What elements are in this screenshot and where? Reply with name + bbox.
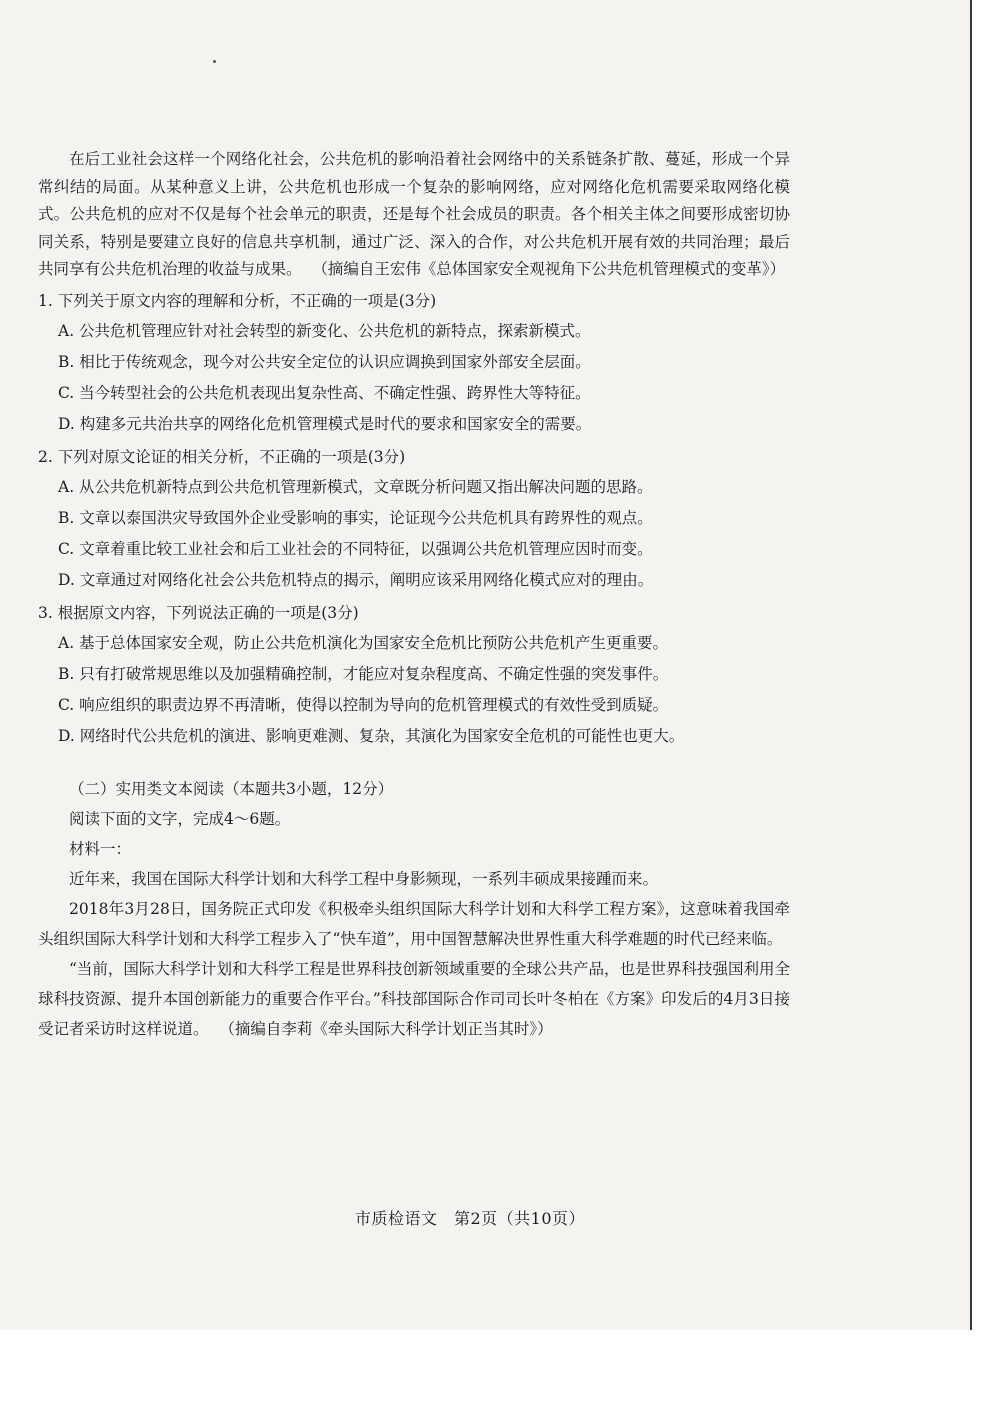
print-speck [213, 60, 216, 63]
option-a: A. 从公共危机新特点到公共危机管理新模式，文章既分析问题又指出解决问题的思路。 [58, 477, 653, 496]
option-d: D. 文章通过对网络化社会公共危机特点的揭示，阐明应该采用网络化模式应对的理由。 [58, 570, 654, 589]
question-2 [38, 442, 790, 596]
option-a: A. 基于总体国家安全观，防止公共危机演化为国家安全危机比预防公共危机产生更重要。 [58, 633, 669, 652]
passage-source: （摘编自王宏伟《总体国家安全观视角下公共危机管理模式的变革》） [320, 260, 786, 278]
page-footer: 市质检语文 第2页（共10页） [354, 1209, 586, 1228]
passage-end [38, 146, 790, 284]
material-source: （摘编自李莉《牵头国际大科学计划正当其时》） [227, 1019, 553, 1038]
section-2 [38, 774, 790, 1044]
question-stem: 3. 根据原文内容，下列说法正确的一项是(3分) [38, 603, 359, 622]
option-c: C. 当今转型社会的公共危机表现出复杂性高、不确定性强、跨界性大等特征。 [58, 383, 591, 402]
material-paragraph: 近年来，我国在国际大科学计划和大科学工程中身影频现，一系列丰硕成果接踵而来。 [69, 869, 659, 888]
option-a: A. 公共危机管理应针对社会转型的新变化、公共危机的新特点，探索新模式。 [58, 321, 591, 340]
question-1 [38, 286, 790, 440]
question-3 [38, 598, 790, 752]
option-b: B. 相比于传统观念，现今对公共安全定位的认识应调换到国家外部安全层面。 [58, 352, 591, 371]
material-paragraph: 2018年3月28日，国务院正式印发《积极牵头组织国际大科学计划和大科学工程方案》，这意味着我国牵头组织国际大科学计划和大科学工程步入了“快车道”，用中国智慧解决世界性重大科学难题的时代已经来临。 [38, 899, 790, 948]
question-stem: 1. 下列关于原文内容的理解和分析，不正确的一项是(3分) [38, 291, 437, 310]
option-c: C. 文章着重比较工业社会和后工业社会的不同特征，以强调公共危机管理应因时而变。 [58, 539, 653, 558]
option-d: D. 构建多元共治共享的网络化危机管理模式是时代的要求和国家安全的需要。 [58, 414, 592, 433]
section-instruction: 阅读下面的文字，完成4～6题。 [69, 809, 291, 828]
question-stem: 2. 下列对原文论证的相关分析，不正确的一项是(3分) [38, 447, 406, 466]
material-label: 材料一： [69, 839, 132, 858]
section-heading: （二）实用类文本阅读（本题共3小题，12分） [69, 779, 394, 798]
option-b: B. 文章以泰国洪灾导致国外企业受影响的事实，论证现今公共危机具有跨界性的观点。 [58, 508, 653, 527]
exam-page [38, 146, 790, 1044]
passage-paragraph: 在后工业社会这样一个网络化社会，公共危机的影响沿着社会网络中的关系链条扩散、蔓延，形成一个异常纠结的局面。从某种意义上讲，公共危机也形成一个复杂的影响网络，应对网络化危机需要采取网络化模式。公共危机的应对不仅是每个社会单元的职责，还是每个社会成员的职责。各个相关主体之间要形成密切协同关系，特别是要建立良好的信息共享机制，通过广泛、深入的合作，对公共危机开展有效的共同治理；最后共同享有公共危机治理的收益与成果。 [38, 150, 790, 278]
material-paragraph: “当前，国际大科学计划和大科学工程是世界科技创新领域重要的全球公共产品，也是世界科技强国利用全球科技资源、提升本国创新能力的重要合作平台。”科技部国际合作司司长叶冬柏在《方案》印发后的4月3日接受记者采访时这样说道。 [38, 959, 790, 1038]
option-c: C. 响应组织的职责边界不再清晰，使得以控制为导向的危机管理模式的有效性受到质疑。 [58, 695, 669, 714]
option-b: B. 只有打破常规思维以及加强精确控制，才能应对复杂程度高、不确定性强的突发事件。 [58, 664, 669, 683]
option-d: D. 网络时代公共危机的演进、影响更难测、复杂，其演化为国家安全危机的可能性也更大。 [58, 726, 685, 745]
